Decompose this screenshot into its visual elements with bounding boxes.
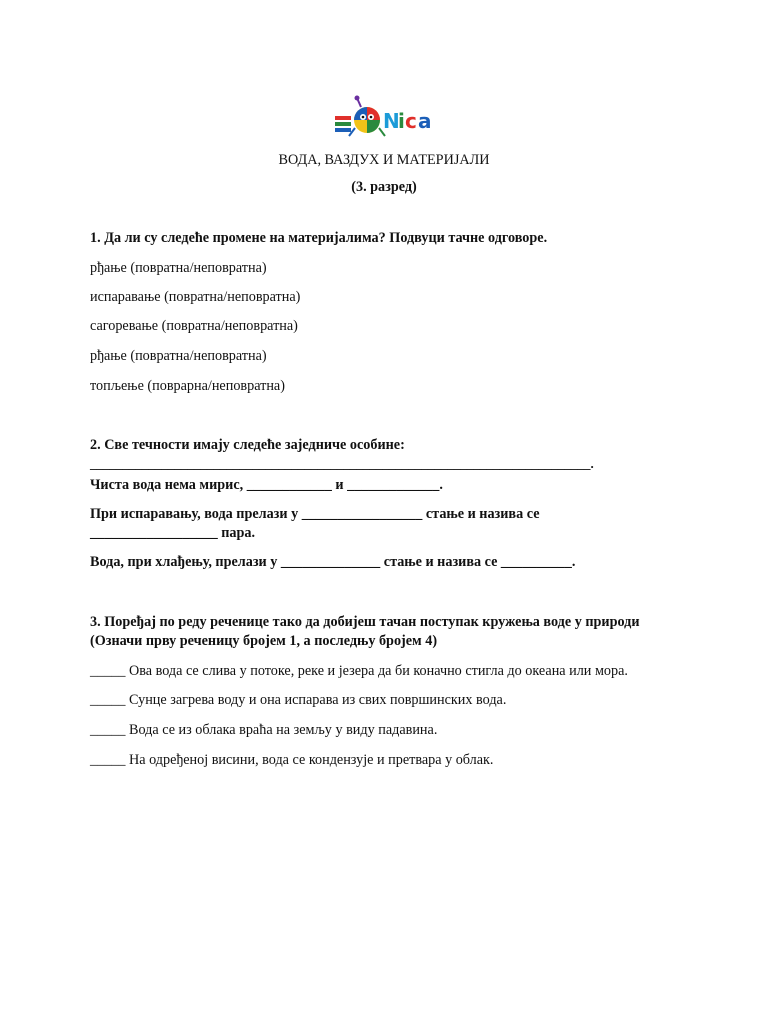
q3-item: _____ Ова вода се слива у потоке, реке и језера да би коначно стигла до океана или мора.	[90, 663, 628, 679]
svg-text:a: a	[418, 109, 432, 133]
q3-heading: 3. Поређај по реду реченице тако да добијеш тачан поступак кружења воде у природи	[90, 614, 640, 630]
grade-subtitle: (3. разред)	[351, 179, 417, 195]
q3-item: _____ На одређеној висини, вода се кондензује и претвара у облак.	[90, 752, 494, 768]
q2-heading: 2. Све течности имају следеће заједниче особине:	[90, 437, 405, 453]
q3-item: _____ Вода се из облака враћа на земљу у виду падавина.	[90, 722, 438, 738]
q1-heading: 1. Да ли су следеће промене на материјалима? Подвуци тачне одговоре.	[90, 230, 548, 246]
q1-item: рђање (повратна/неповратна)	[90, 260, 267, 276]
q2-sentence: Вода, при хлађењу, прелази у ______________ стање и назива се __________.	[90, 554, 576, 570]
q1-item: сагоревање (повратна/неповратна)	[90, 318, 298, 334]
worksheet-title: ВОДА, ВАЗДУХ И МАТЕРИЈАЛИ	[278, 152, 490, 168]
svg-text:c: c	[405, 109, 417, 133]
q1-item: топљење (поврарна/неповратна)	[90, 378, 285, 394]
svg-text:i: i	[398, 109, 405, 133]
q1-item: испаравање (повратна/неповратна)	[90, 289, 301, 305]
svg-text:N: N	[383, 109, 400, 133]
q2-sentence: Чиста вода нема мирис, ____________ и _____________.	[90, 477, 443, 493]
nica-logo	[333, 94, 437, 140]
q2-sentence: При испаравању, вода прелази у _________________ стање и назива се	[90, 506, 540, 522]
q3-item: _____ Сунце загрева воду и она испарава из свих површинских вода.	[90, 692, 507, 708]
q2-answer-line: _____________________________________________________________________________.	[90, 456, 594, 471]
q1-item: рђање (повратна/неповратна)	[90, 348, 267, 364]
q2-sentence: __________________ пара.	[90, 525, 256, 541]
q3-heading-note: (Означи прву реченицу бројем 1, а последњу бројем 4)	[90, 633, 438, 649]
